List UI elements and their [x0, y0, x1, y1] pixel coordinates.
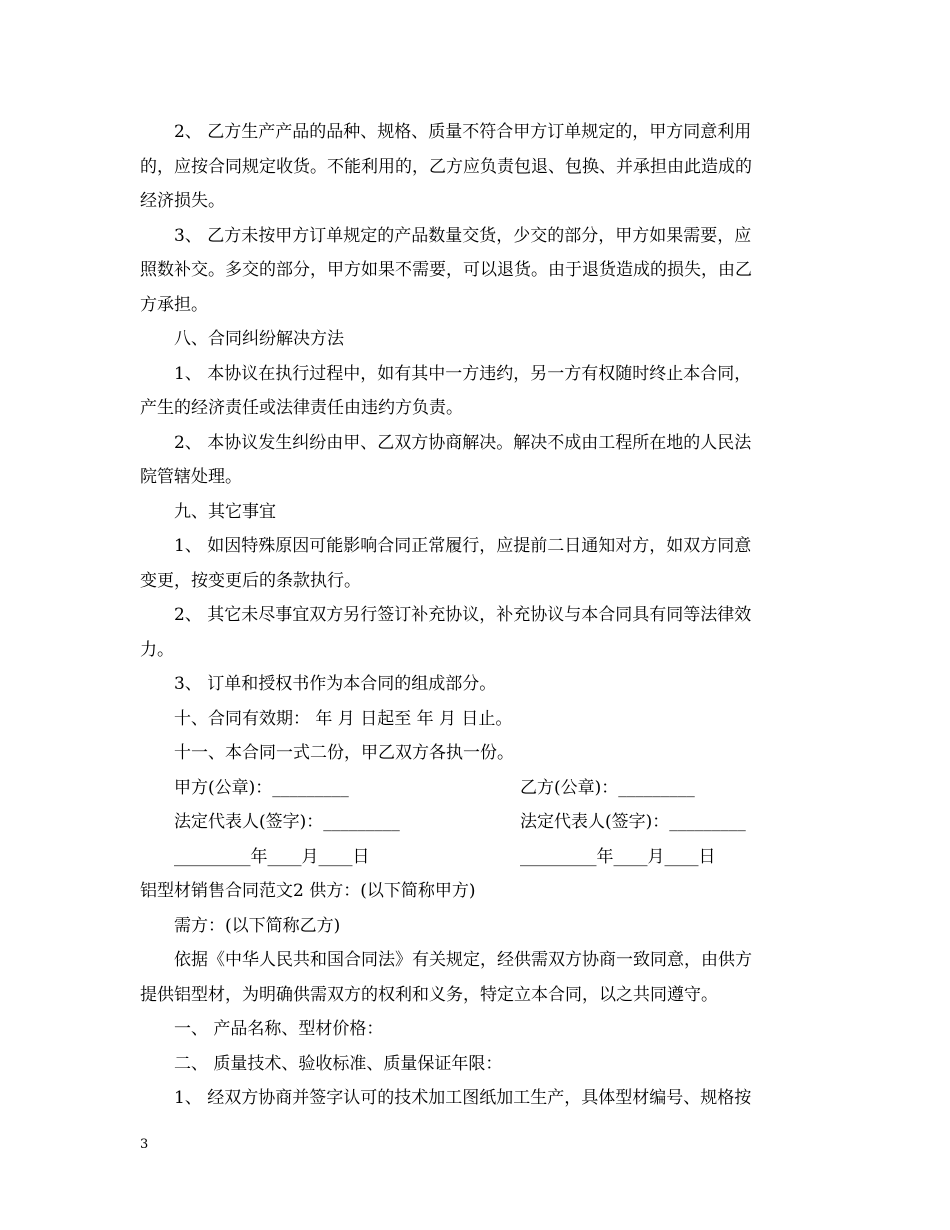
contract-clauses [140, 115, 812, 771]
paragraph-line: 十一、本合同一式二份，甲乙双方各执一份。 [174, 743, 514, 763]
page-number: 3 [140, 1137, 149, 1152]
paragraph-line: 依据《中华人民共和国合同法》有关规定，经供需双方协商一致同意，由供方 [174, 950, 752, 970]
paragraph-line: 照数补交。多交的部分，甲方如果不需要，可以退货。由于退货造成的损失，由乙 [140, 260, 752, 280]
paragraph-line: 1、 经双方协商并签字认可的技术加工图纸加工生产，具体型材编号、规格按 [174, 1088, 752, 1108]
paragraph-line: 铝型材销售合同范文2 供方：(以下简称甲方) [140, 881, 476, 901]
paragraph-line: 力。 [140, 639, 174, 660]
paragraph-line: 二、 质量技术、验收标准、质量保证年限： [174, 1053, 503, 1074]
paragraph-line: 产生的经济责任或法律责任由违约方负责。 [140, 398, 463, 418]
paragraph-line: 十、合同有效期： 年 月 日起至 年 月 日止。 [174, 708, 513, 729]
paragraph-line: 的，应按合同规定收货。不能利用的，乙方应负责包退、包换、并承担由此造成的 [140, 156, 752, 177]
signature-block [140, 771, 812, 875]
party-b-signature: 法定代表人(签字)：_________ [520, 812, 746, 832]
paragraph-line: 2、 本协议发生纠纷由甲、乙双方协商解决。解决不成由工程所在地的人民法 [174, 432, 752, 453]
paragraph-line: 需方：(以下简称乙方) [174, 915, 341, 936]
paragraph-line: 方承担。 [140, 294, 208, 315]
party-a-signature: _________年____月____日 [174, 846, 370, 867]
paragraph-line: 九、其它事宜 [174, 501, 276, 522]
party-a-signature: 甲方(公章)：_________ [174, 777, 349, 798]
contract-sample-2 [140, 874, 812, 1116]
paragraph-line: 1、 本协议在执行过程中，如有其中一方违约，另一方有权随时终止本合同， [174, 363, 752, 384]
paragraph-line: 经济损失。 [140, 191, 225, 211]
signature-row [140, 840, 812, 875]
paragraph-line: 3、 订单和授权书作为本合同的组成部分。 [174, 674, 497, 694]
party-a-signature: 法定代表人(签字)：_________ [174, 812, 400, 832]
paragraph-line: 院管辖处理。 [140, 467, 242, 487]
paragraph-line: 2、 乙方生产产品的品种、规格、质量不符合甲方订单规定的，甲方同意利用 [174, 122, 752, 142]
paragraph-line: 变更，按变更后的条款执行。 [140, 570, 361, 591]
signature-row [140, 771, 812, 806]
paragraph-line: 提供铝型材，为明确供需双方的权利和义务，特定立本合同，以之共同遵守。 [140, 984, 718, 1005]
paragraph-line: 3、 乙方未按甲方订单规定的产品数量交货，少交的部分，甲方如果需要，应 [174, 225, 752, 246]
signature-row [140, 805, 812, 840]
document-body [140, 115, 812, 1116]
paragraph-line: 1、 如因特殊原因可能影响合同正常履行，应提前二日通知对方，如双方同意 [174, 536, 752, 556]
party-b-signature: 乙方(公章)：_________ [520, 777, 695, 798]
paragraph-line: 一、 产品名称、型材价格： [174, 1019, 384, 1039]
paragraph-line: 2、 其它未尽事宜双方另行签订补充协议，补充协议与本合同具有同等法律效 [174, 605, 752, 625]
paragraph-line: 八、合同纠纷解决方法 [174, 329, 344, 349]
party-b-signature: _________年____月____日 [520, 846, 716, 867]
